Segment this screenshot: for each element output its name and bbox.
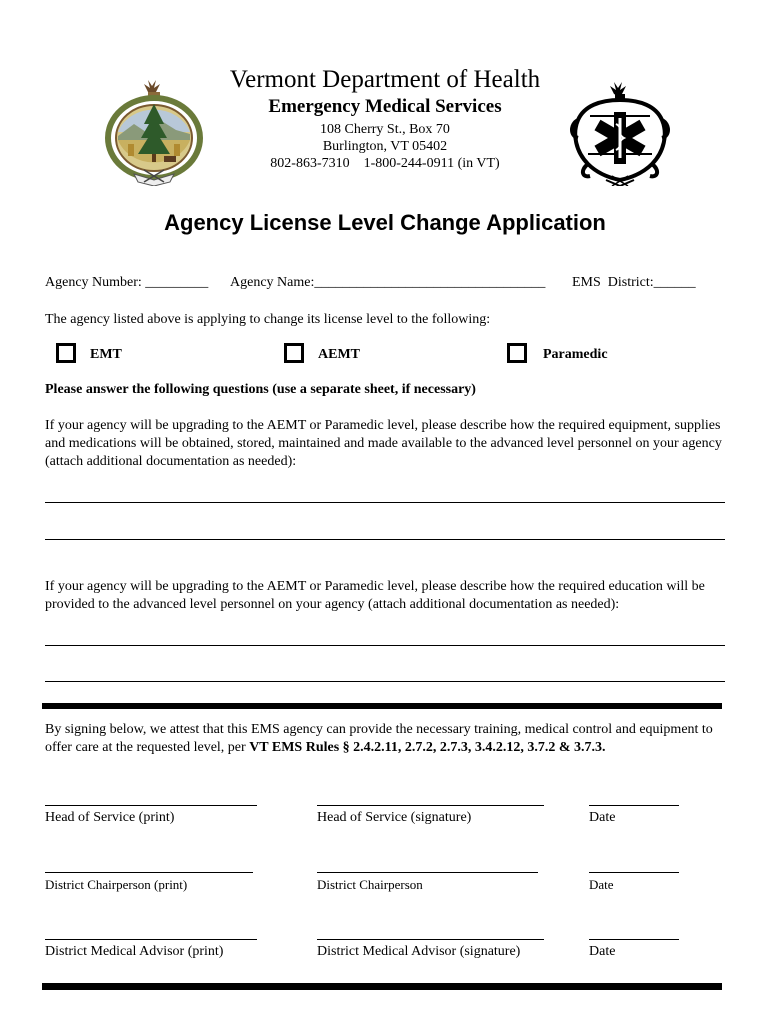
attestation-text xyxy=(45,721,725,757)
emt-checkbox[interactable] xyxy=(56,343,76,363)
head-of-service-date-label: Date xyxy=(589,810,616,825)
agency-name-field[interactable]: Agency Name:_________________________________ xyxy=(230,275,546,290)
attestation-rules: VT EMS Rules § 2.4.2.11, 2.7.2, 2.7.3, 3.4.2.12, 3.7.2 & 3.7.3. xyxy=(249,740,606,755)
medical-advisor-signature-line[interactable] xyxy=(317,939,544,940)
medical-advisor-date-label: Date xyxy=(589,944,616,959)
head-of-service-print-label: Head of Service (print) xyxy=(45,810,175,825)
aemt-checkbox[interactable] xyxy=(284,343,304,363)
ems-district-field[interactable]: EMS District:______ xyxy=(572,275,696,290)
section-divider xyxy=(42,703,722,709)
aemt-label: AEMT xyxy=(318,347,360,362)
answer-1-line-2[interactable] xyxy=(45,539,725,540)
head-of-service-print-line[interactable] xyxy=(45,805,257,806)
district-chair-signature-line[interactable] xyxy=(317,872,538,873)
medical-advisor-print-line[interactable] xyxy=(45,939,257,940)
district-chair-date-line[interactable] xyxy=(589,872,679,873)
bottom-divider xyxy=(42,983,722,990)
head-of-service-date-line[interactable] xyxy=(589,805,679,806)
address-line-2: Burlington, VT 05402 xyxy=(322,139,448,154)
phone-line: 802-863-7310 1-800-244-0911 (in VT) xyxy=(270,156,500,171)
agency-number-field[interactable]: Agency Number: _________ xyxy=(45,275,209,290)
paramedic-checkbox[interactable] xyxy=(507,343,527,363)
answer-2-line-2[interactable] xyxy=(45,681,725,682)
question-1: If your agency will be upgrading to the AEMT or Paramedic level, please describe how the required equipment, supplies and medications will be obtained, stored, maintained and made available to the advanced level personnel on your agency (attach additional documentation as needed): xyxy=(45,418,722,469)
district-chair-print-line[interactable] xyxy=(45,872,253,873)
intro-text: The agency listed above is applying to change its license level to the following: xyxy=(45,312,491,327)
form-title: Agency License Level Change Application xyxy=(164,210,606,235)
emt-label: EMT xyxy=(90,347,122,362)
instructions-heading: Please answer the following questions (use a separate sheet, if necessary) xyxy=(45,382,476,397)
head-of-service-signature-line[interactable] xyxy=(317,805,544,806)
medical-advisor-signature-label: District Medical Advisor (signature) xyxy=(317,944,521,959)
paramedic-label: Paramedic xyxy=(543,347,608,362)
address-line-1: 108 Cherry St., Box 70 xyxy=(320,122,450,137)
medical-advisor-print-label: District Medical Advisor (print) xyxy=(45,944,224,959)
district-chair-signature-label: District Chairperson xyxy=(317,877,423,892)
org-name: Vermont Department of Health xyxy=(229,66,541,93)
answer-1-line-1[interactable] xyxy=(45,502,725,503)
answer-2-line-1[interactable] xyxy=(45,645,725,646)
attestation-body: By signing below, we attest that this EMS agency can provide the necessary training, medical control and equipment to offer care at the requested level, per xyxy=(45,722,713,755)
district-chair-date-label: Date xyxy=(589,877,614,892)
division-name: Emergency Medical Services xyxy=(268,96,502,117)
head-of-service-signature-label: Head of Service (signature) xyxy=(317,810,472,825)
medical-advisor-date-line[interactable] xyxy=(589,939,679,940)
question-2: If your agency will be upgrading to the AEMT or Paramedic level, please describe how the required education will be provided to the advanced level personnel on your agency (attach additional documentation as needed): xyxy=(45,579,705,612)
district-chair-print-label: District Chairperson (print) xyxy=(45,877,188,892)
